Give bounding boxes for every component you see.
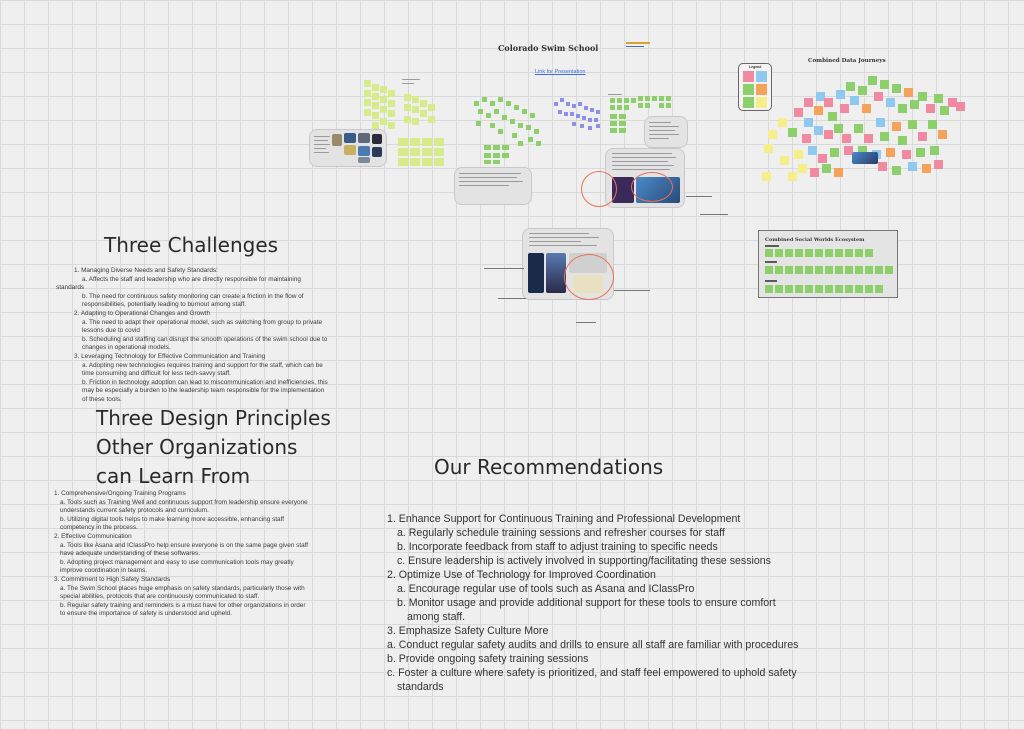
highlight-circle-3 bbox=[564, 254, 614, 300]
affinity-cluster-purple[interactable] bbox=[552, 98, 604, 134]
challenges-text[interactable]: 1. Managing Diverse Needs and Safety Standards: a. Affects the staff and leadership who are directly responsible for maintaining standards b. The need for continuous safety monitoring can create a friction in the flow of responsibilities, potentially leading to burnout among staff. 2. Adapting to Operational Changes and Growth a. The need to adapt their operational model, such as switching from group to private lessons due to covid b. Scheduling and staffing can disrupt the smooth operations of the swim school due to changes in operational models. 3. Leveraging Technology for Effective Communication and Training a. Adopting new technologies requires training and support for the staff, which can be time consuming and difficult for less tech-savvy staff. b. Friction in technology adoption can lead to miscommunication and inefficiencies, this may be especially a burden to the leadership team responsible for the implementation of these tools. bbox=[56, 267, 328, 403]
title-marker bbox=[626, 42, 650, 44]
board-title[interactable]: Colorado Swim School bbox=[498, 43, 599, 53]
challenges-heading[interactable]: Three Challenges bbox=[104, 233, 279, 257]
title-marker-2 bbox=[626, 46, 644, 47]
ecosystem-title: Combined Social Worlds Ecosystem bbox=[765, 237, 865, 243]
data-journeys-map[interactable] bbox=[758, 68, 972, 192]
principles-text[interactable]: 1. Comprehensive/Ongoing Training Programs a. Tools such as Training Well and continuous support from leadership ensure everyone understands current safety protocols and curriculum. b. Utilizing digital tools helps to make learning more accessible, enhancing staff competency in the process. 2. Effective Communication a. Tools like Asana and IClassPro help ensure everyone is on the same page given staff have adequate understanding of these softwares. b. Adopting project management and easy to use communication tools may greatly improve coordination in teams. 3. Commitment to High Safety Standards a. The Swim School places huge emphasis on safety standards, particularly those with special abilities, protocols that are continuously communicated to staff. b. Regular safety training and reminders is a must have for other organizations in order to ensure the importance of safety is understood and upheld. bbox=[54, 490, 309, 618]
presentation-link[interactable]: Link for Presentation bbox=[535, 69, 586, 75]
legend-label: Legend bbox=[749, 65, 762, 69]
affinity-cluster-green[interactable] bbox=[472, 95, 546, 165]
highlight-circle-1 bbox=[581, 171, 617, 207]
ecosystem-box[interactable] bbox=[758, 230, 898, 298]
text-card-center[interactable] bbox=[454, 167, 532, 205]
note-card-right[interactable] bbox=[644, 116, 688, 148]
highlight-circle-2 bbox=[631, 172, 673, 202]
recommendations-heading[interactable]: Our Recommendations bbox=[434, 455, 664, 479]
photo-card-left[interactable] bbox=[309, 129, 387, 167]
journeys-title[interactable]: Combined Data Journeys bbox=[808, 58, 886, 64]
recommendations-text[interactable]: 1. Enhance Support for Continuous Training and Professional Development a. Regularly schedule training sessions and refresher courses for staff b. Incorporate feedback from staff to adjust training to specific needs c. Ensure leadership is actively involved in supporting/facilitating these sessions 2. Optimize Use of Technology for Improved Coordination a. Encourage regular use of tools such as Asana and IClassPro b. Monitor usage and provide additional support for these tools to ensure comfort among staff. 3. Emphasize Safety Culture More a. Conduct regular safety audits and drills to ensure all staff are familiar with procedures b. Provide ongoing safety training sessions c. Foster a culture where safety is prioritized, and staff feel empowered to uphold safety standards bbox=[387, 513, 799, 693]
principles-heading[interactable]: Three Design Principles Other Organizations can Learn From bbox=[96, 406, 331, 488]
